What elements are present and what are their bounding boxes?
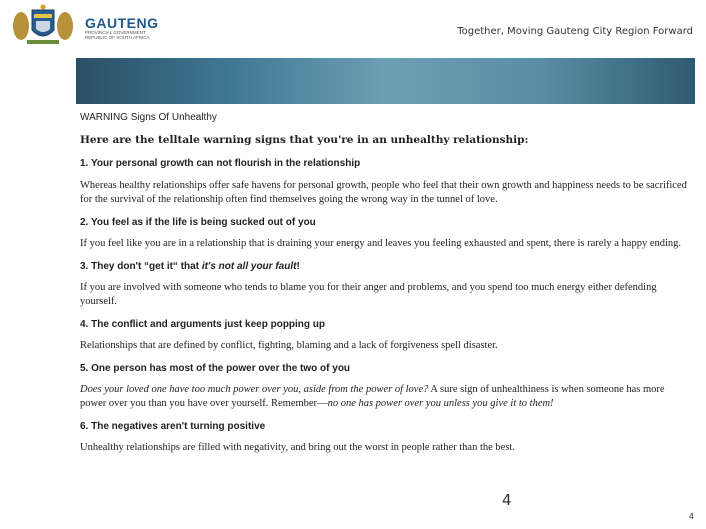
section-5-body xyxy=(80,383,690,411)
section-6-heading: 6. The negatives aren't turning positive xyxy=(80,421,266,432)
section-2-heading: 2. You feel as if the life is being sucked out of you xyxy=(80,217,316,228)
section-5-body-main: A sure sign of unhealthiness is when someone has more power over you than you have over yourself. Remember— xyxy=(80,384,665,409)
section-4-body: Relationships that are defined by conflict, fighting, blaming and a lack of forgiveness spell disaster. xyxy=(80,340,498,351)
section-5-heading: 5. One person has most of the power over the two of you xyxy=(80,363,351,374)
warning-title: WARNING Signs Of Unhealthy xyxy=(80,112,217,123)
logo-subtitle-2: REPUBLIC OF SOUTH AFRICA xyxy=(85,35,150,40)
section-5-body-question: Does your loved one have too much power over you, aside from the power of love? xyxy=(80,384,429,395)
section-3-body: If you are involved with someone who tends to blame you for their anger and problems, and you spend too much energy either defending yourself. xyxy=(80,282,657,307)
section-1-body: Whereas healthy relationships offer safe havens for personal growth, people who feel that their own growth and happiness needs to be sacrificed for the survival of the relationship often find themselves going the wrong way in the tunnel of love. xyxy=(80,180,687,205)
section-3-heading-emphasis: it's not all your fault xyxy=(201,261,297,272)
section-3-heading-end: ! xyxy=(296,261,300,272)
page-number-corner: 4 xyxy=(688,512,694,521)
section-3-heading xyxy=(80,260,690,273)
logo-subtitle-1: PROVINCIAL GOVERNMENT xyxy=(85,30,146,35)
header-banner xyxy=(76,58,695,104)
logo-wordmark xyxy=(85,16,159,40)
logo-name: GAUTENG xyxy=(85,15,159,31)
document-body xyxy=(80,108,690,455)
section-1-heading: 1. Your personal growth can not flourish in the relationship xyxy=(80,158,361,169)
gauteng-logo xyxy=(12,4,159,46)
header-tagline: Together, Moving Gauteng City Region Forward xyxy=(457,26,693,37)
coat-of-arms-icon xyxy=(12,4,74,46)
section-5-body-emphasis: no one has power over you unless you give it to them! xyxy=(327,398,554,409)
page-number-center: 4 xyxy=(502,491,512,509)
intro-heading: Here are the telltale warning signs that you're in an unhealthy relationship: xyxy=(80,134,529,146)
section-3-heading-start: 3. They don't “get it“ that xyxy=(80,261,202,272)
section-6-body: Unhealthy relationships are filled with negativity, and bring out the worst in people rather than the best. xyxy=(80,442,515,453)
section-4-heading: 4. The conflict and arguments just keep popping up xyxy=(80,319,326,330)
section-2-body: If you feel like you are in a relationship that is draining your energy and leaves you feeling exhausted and spent, there is rarely a happy ending. xyxy=(80,238,682,249)
